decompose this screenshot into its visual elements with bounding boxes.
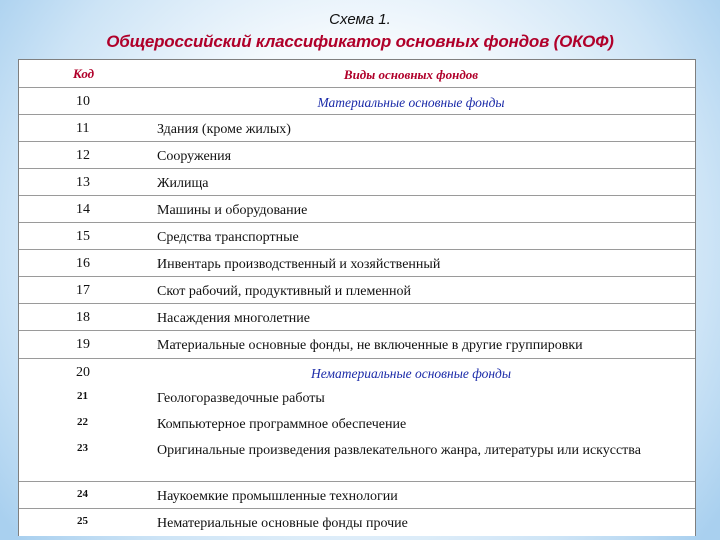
table-row bbox=[19, 169, 695, 196]
row-code: 11 bbox=[76, 121, 90, 136]
row-code: 16 bbox=[76, 256, 90, 271]
row-code: 24 bbox=[77, 488, 88, 500]
table-row bbox=[19, 277, 695, 304]
row-name: Оригинальные произведения развлекательного жанра, литературы или искусства bbox=[157, 443, 641, 458]
row-code: 21 bbox=[77, 390, 88, 402]
row-name: Сооружения bbox=[157, 149, 232, 164]
row-code: 15 bbox=[76, 229, 90, 244]
row-code: 23 bbox=[77, 442, 88, 454]
group-heading-tangible: Материальные основные фонды bbox=[317, 95, 505, 110]
row-name: Материальные основные фонды, не включенные в другие группировки bbox=[157, 338, 583, 353]
table-row bbox=[19, 196, 695, 223]
table-row-group-intangible bbox=[19, 359, 695, 384]
row-name: Инвентарь производственный и хозяйственный bbox=[157, 257, 441, 272]
row-name: Скот рабочий, продуктивный и племенной bbox=[157, 284, 412, 299]
table-row bbox=[19, 304, 695, 331]
row-name: Жилища bbox=[157, 176, 209, 191]
okof-table bbox=[18, 59, 696, 536]
table-row bbox=[19, 410, 695, 436]
row-name: Нематериальные основные фонды прочие bbox=[157, 516, 408, 531]
table-row bbox=[19, 250, 695, 277]
row-code: 12 bbox=[76, 148, 90, 163]
group-heading-intangible: Нематериальные основные фонды bbox=[310, 366, 512, 381]
page-title: Общероссийский классификатор основных фондов (ОКОФ) bbox=[106, 32, 614, 51]
row-name: Насаждения многолетние bbox=[157, 311, 310, 326]
table-row bbox=[19, 142, 695, 169]
scheme-subtitle: Схема 1. bbox=[329, 11, 391, 28]
row-code: 13 bbox=[76, 175, 90, 190]
table-row bbox=[19, 509, 695, 536]
row-code: 17 bbox=[76, 283, 90, 298]
table-row bbox=[19, 223, 695, 250]
row-code: 25 bbox=[77, 515, 88, 527]
table-row bbox=[19, 115, 695, 142]
row-name: Средства транспортные bbox=[157, 230, 299, 245]
table-header-row bbox=[19, 60, 695, 88]
table-row-group-tangible bbox=[19, 88, 695, 115]
row-code: 18 bbox=[76, 310, 90, 325]
table-row bbox=[19, 384, 695, 410]
row-name: Геологоразведочные работы bbox=[157, 391, 325, 406]
row-code: 22 bbox=[77, 416, 88, 428]
table-row bbox=[19, 482, 695, 509]
row-code: 20 bbox=[76, 365, 90, 380]
row-code: 10 bbox=[76, 94, 90, 109]
row-code: 19 bbox=[76, 337, 90, 352]
row-name: Машины и оборудование bbox=[157, 203, 308, 218]
column-header-code: Код bbox=[73, 66, 95, 81]
row-name: Здания (кроме жилых) bbox=[157, 122, 291, 137]
row-code: 14 bbox=[76, 202, 90, 217]
table-row bbox=[19, 331, 695, 359]
row-name: Компьютерное программное обеспечение bbox=[157, 417, 407, 432]
table-row bbox=[19, 436, 695, 482]
column-header-fund-types: Виды основных фондов bbox=[343, 67, 479, 82]
row-name: Наукоемкие промышленные технологии bbox=[157, 489, 398, 504]
